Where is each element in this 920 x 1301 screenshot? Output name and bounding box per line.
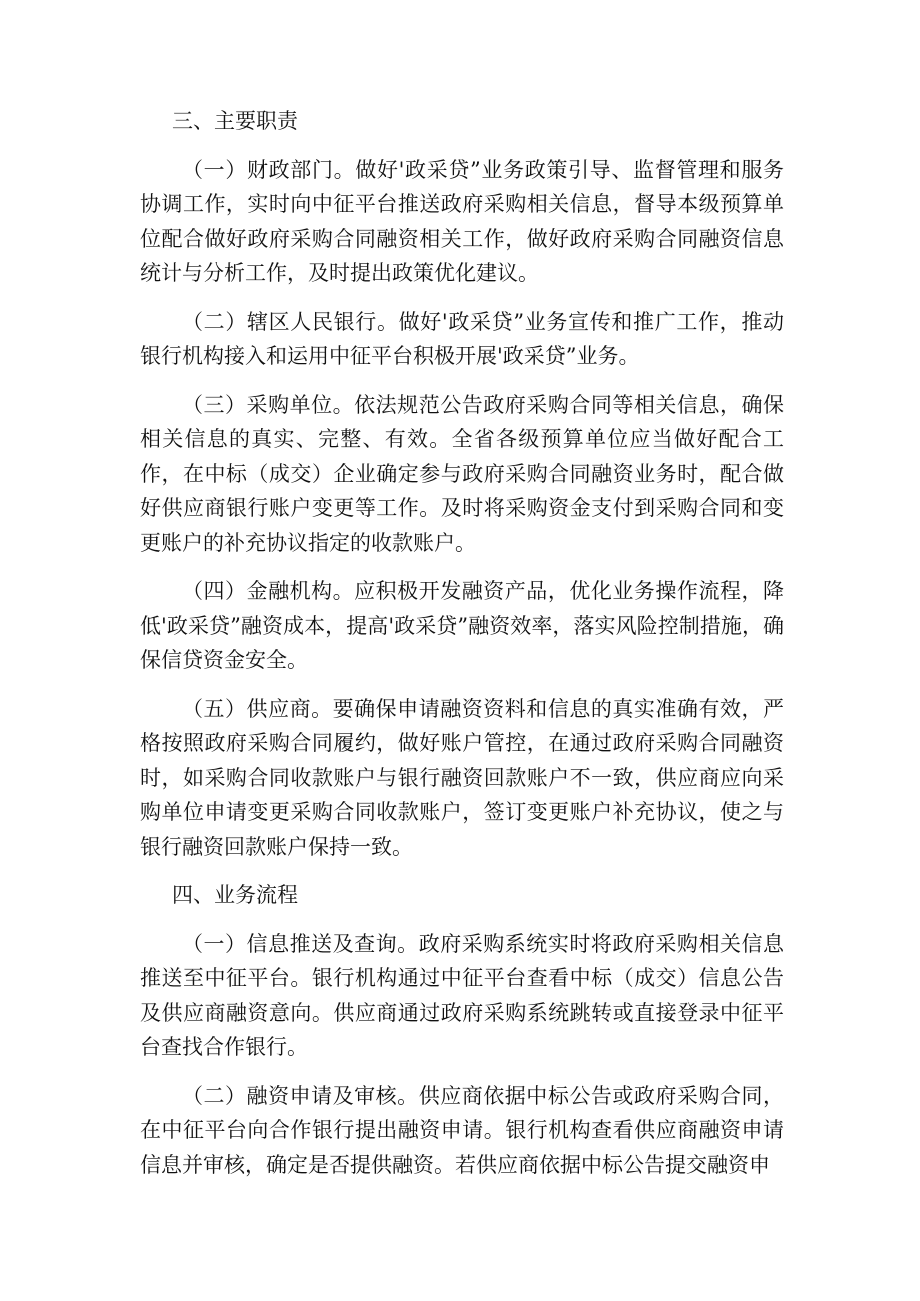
paragraph-financing-application: （二）融资申请及审核。供应商依据中标公告或政府采购合同，在中征平台向合作银行提出融资申请。银行机构查看供应商融资申请信息并审核，确定是否提供融资。若供应商依据中标公告提交融资申 bbox=[140, 1083, 784, 1177]
section-heading-responsibilities: 三、主要职责 bbox=[172, 109, 298, 133]
paragraph-financial-institution: （四）金融机构。应积极开发融资产品，优化业务操作流程，降低'政采贷”融资成本，提高'政采贷”融资效率，落实风险控制措施，确保信贷资金安全。 bbox=[140, 579, 784, 672]
paragraph-supplier: （五）供应商。要确保申请融资资料和信息的真实准确有效，严格按照政府采购合同履约，做好账户管控，在通过政府采购合同融资时，如采购合同收款账户与银行融资回款账户不一致，供应商应向采购单位申请变更采购合同收款账户，签订变更账户补充协议，使之与银行融资回款账户保持一致。 bbox=[140, 696, 784, 859]
paragraph-finance-department: （一）财政部门。做好'政采贷”业务政策引导、监督管理和服务协调工作，实时向中征平台推送政府采购相关信息，督导本级预算单位配合做好政府采购合同融资相关工作，做好政府采购合同融资信息统计与分析工作，及时提出政策优化建议。 bbox=[140, 157, 784, 285]
document-body bbox=[140, 104, 784, 1182]
paragraph-peoples-bank: （二）辖区人民银行。做好'政采贷”业务宣传和推广工作，推动银行机构接入和运用中征平台积极开展'政采贷”业务。 bbox=[140, 309, 784, 368]
paragraph-procurement-unit: （三）采购单位。依法规范公告政府采购合同等相关信息，确保相关信息的真实、完整、有效。全省各级预算单位应当做好配合工作，在中标（成交）企业确定参与政府采购合同融资业务时，配合做好供应商银行账户变更等工作。及时将采购资金支付到采购合同和变更账户的补充协议指定的收款账户。 bbox=[140, 392, 784, 555]
section-heading-business-process: 四、业务流程 bbox=[172, 883, 298, 907]
paragraph-information-push: （一）信息推送及查询。政府采购系统实时将政府采购相关信息推送至中征平台。银行机构通过中征平台查看中标（成交）信息公告及供应商融资意向。供应商通过政府采购系统跳转或直接登录中征平台查找合作银行。 bbox=[140, 931, 784, 1059]
